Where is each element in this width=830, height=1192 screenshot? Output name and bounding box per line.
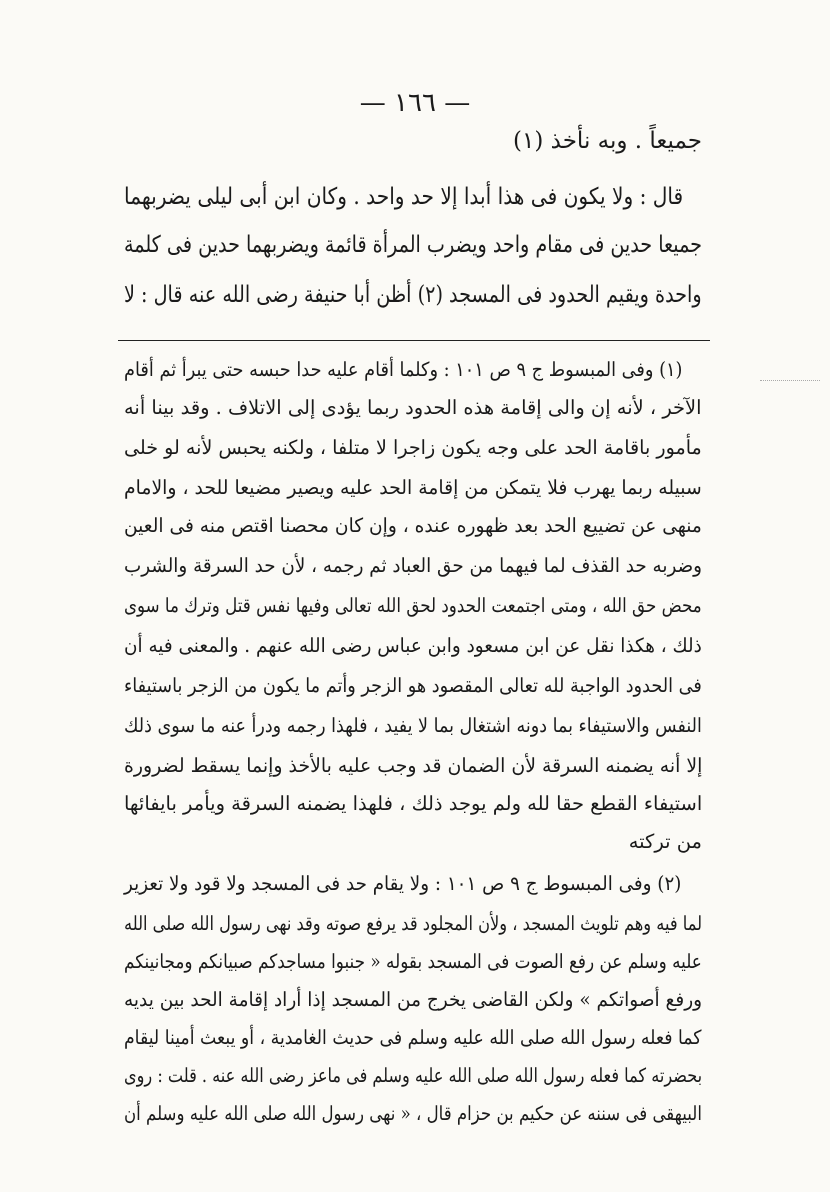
main-line: جميعاً . وبه نأخذ (١) [513,128,702,154]
footnote-line: النفس والاستيفاء بما دونه اشتغال بما لا يفيد ، فلهذا رجمه ودرأ عنه ما سوى ذلك [124,714,702,737]
main-line: واحدة ويقيم الحدود فى المسجد (٢) أظن أبا حنيفة رضى الله عنه قال : لا [124,282,702,308]
main-line: جميعا حدين فى مقام واحد ويضرب المرأة قائمة ويضربهما حدين فى كلمة [124,232,702,258]
page-number: — ١٦٦ — [359,88,471,118]
scan-mark [760,380,820,381]
footnote-line: وضربه حد القذف لما فيهما من حق العباد ثم رجمه ، لأن حد السرقة والشرب [123,554,702,577]
footnote-line: لما فيه وهم تلويث المسجد ، ولأن المجلود قد يرفع صوته وقد نهى رسول الله صلى الله [123,912,702,935]
footnote-line: ذلك ، هكذا نقل عن ابن مسعود وابن عباس رضى الله عنهم . والمعنى فيه أن [124,634,702,657]
footnote-line: منهى عن تضييع الحد بعد ظهوره عنده ، وإن كان محصنا اقتص منه فى العين [124,514,702,537]
footnote-line: الآخر ، لأنه إن والى إقامة هذه الحدود ربما يؤدى إلى الاتلاف . وقد بينا أنه [124,396,702,419]
footnote-line: فى الحدود الواجبة لله تعالى المقصود هو الزجر وأتم ما يكون من الزجر باستيفاء [124,674,702,697]
footnote-line: (١) وفى المبسوط ج ٩ ص ١٠١ : وكلما أقام عليه حدا حبسه حتى يبرأ ثم أقام [123,358,683,381]
footnote-line: مأمور باقامة الحد على وجه يكون زاجرا لا متلفا ، ولكنه يحبس لأنه لو خلى [124,436,702,459]
footnote-line: سبيله ربما يهرب فلا يتمكن من إقامة الحد عليه ويصير مضيعا للحد ، والامام [124,476,702,499]
footnote-line: ورفع أصواتكم » ولكن القاضى يخرج من المسجد إذا أراد إقامة الحد بين يديه [123,988,702,1011]
footnote-line: إلا أنه يضمنه السرقة لأن الضمان قد وجب عليه بالأخذ وإنما يسقط لضرورة [123,754,702,777]
footnote-line: بحضرته كما فعله رسول الله صلى الله عليه وسلم فى ماعز رضى الله عنه . قلت : روى [123,1064,702,1087]
footnote-line: محض حق الله ، ومتى اجتمعت الحدود لحق الله تعالى وفيها نفس قتل وترك ما سوى [124,594,702,617]
footnote-line: كما فعله رسول الله صلى الله عليه وسلم فى حديث الغامدية ، أو يبعث أمينا ليقام [124,1026,702,1049]
footnote-line: عليه وسلم عن رفع الصوت فى المسجد بقوله « جنبوا مساجدكم صبيانكم ومجانينكم [124,950,702,973]
footnote-line: استيفاء القطع حقا لله ولم يوجد ذلك ، فلهذا يضمنه السرقة ويأمر بايفائها [123,792,702,815]
footnote-line: البيهقى فى سننه عن حكيم بن حزام قال ، « نهى رسول الله صلى الله عليه وسلم أن [124,1102,702,1125]
footnote-separator [118,340,710,341]
footnote-line: (٢) وفى المبسوط ج ٩ ص ١٠١ : ولا يقام حد فى المسجد ولا قود ولا تعزير [123,872,682,895]
footnote-line: من تركته [628,830,702,853]
main-line: قال : ولا يكون فى هذا أبدا إلا حد واحد . وكان ابن أبى ليلى يضربهما [123,184,683,210]
